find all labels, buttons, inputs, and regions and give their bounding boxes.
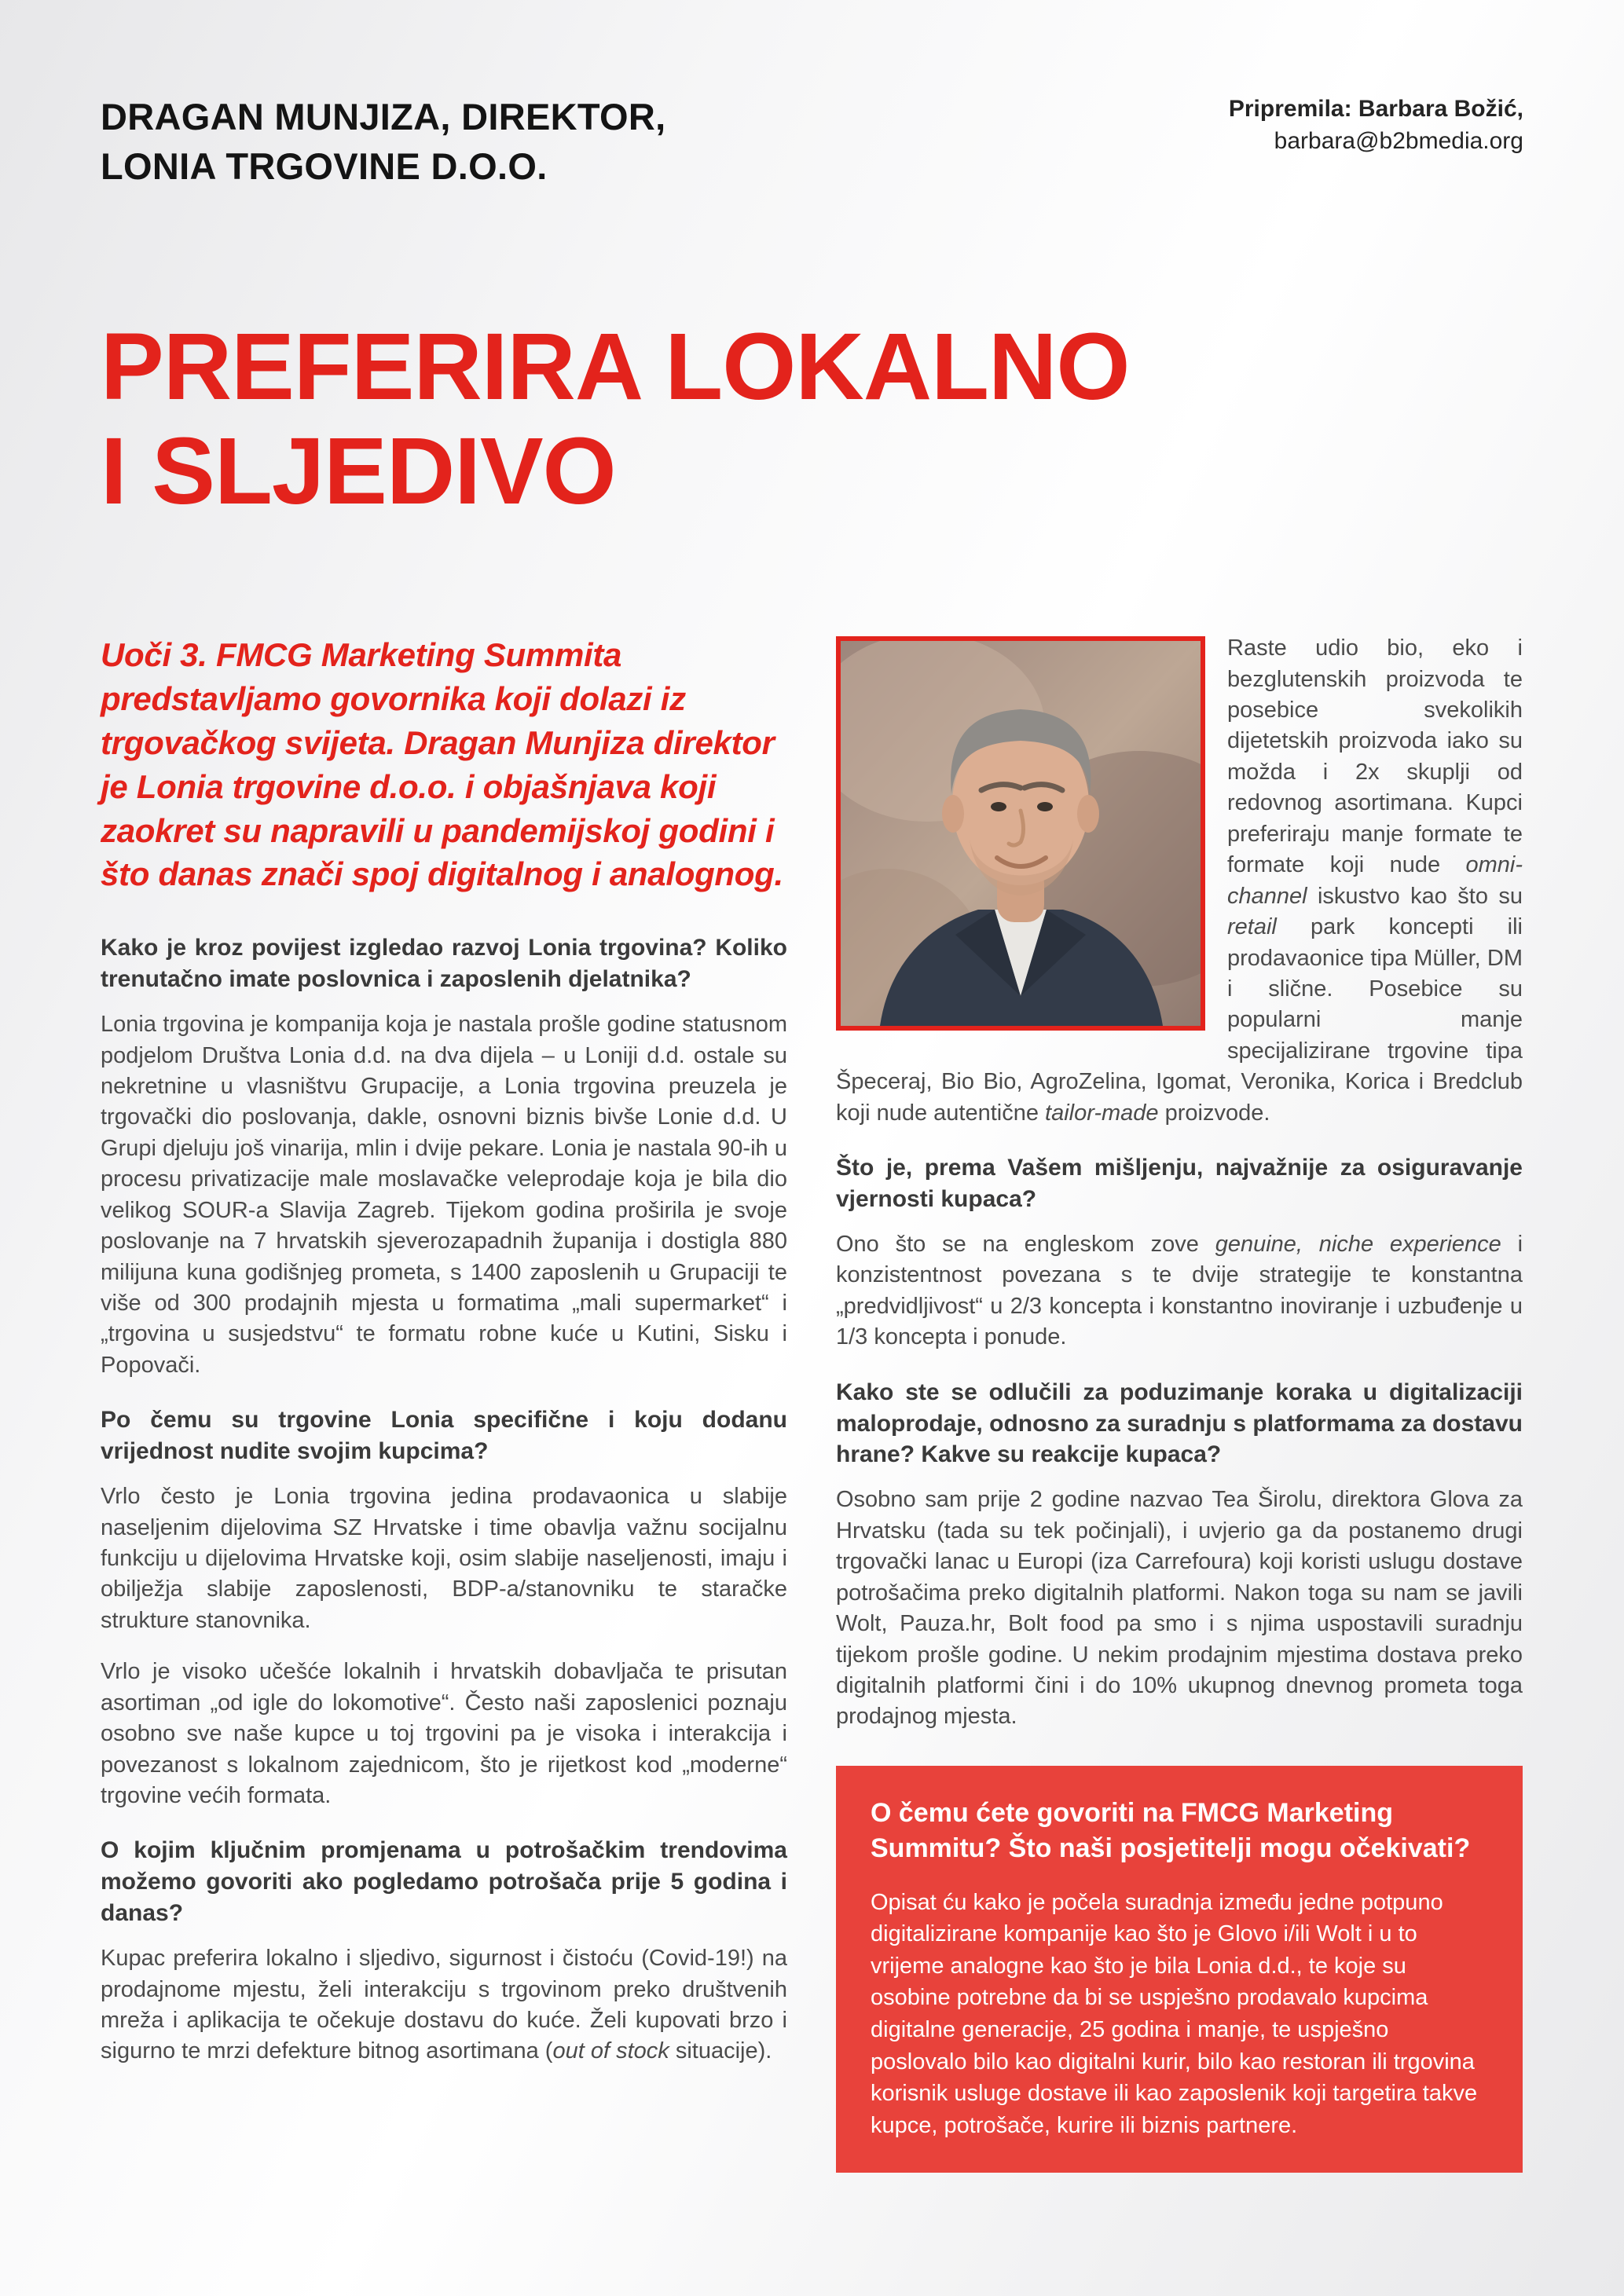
kicker-line-1: DRAGAN MUNJIZA, DIREKTOR, bbox=[101, 96, 666, 137]
page-header bbox=[101, 93, 1523, 192]
answer-history: Lonia trgovina je kompanija koja je nastala prošle godine statusnom podjelom Društva Lonia d.d. na dva dijela – u Loniji d.d. ostale su nekretnine u vlasništvu Grupacije, a Lonia trgovina preuzela je trgovački dio poslovanja, dakle, osnovni biznis bivše Lonie d.d. U Grupi djeluju još vinarija, mlin i dvije pekare. Lonia je nastala 90-ih u procesu privatizacije male moslavačke veleprodaje koja je bila dio velikog SOUR-a Slavija Zagreb. Tijekom godina proširila je svoje poslovanje na 7 hrvatskih sjeverozapadnih županija i dostigla 880 milijuna kuna godišnjeg prometa, s 1400 zaposlenih u Grupaciji te više od 300 prodajnih mjesta u formatima „mali supermarket“ i „trgovina u susjedstvu“ te formatu robne kuće u Kutini, Sisku i Popovači. bbox=[101, 1012, 787, 1378]
question-specifics: Po čemu su trgovine Lonia specifične i koju dodanu vrijednost nudite svojim kupcima? bbox=[101, 1407, 787, 1465]
question-loyalty: Što je, prema Vašem mišljenju, najvažnije za osiguravanje vjernosti kupaca? bbox=[836, 1155, 1523, 1213]
intro-paragraph: Uoči 3. FMCG Marketing Summita predstavljamo govornika koji dolazi iz trgovačkog svijeta. Dragan Munjiza direktor je Lonia trgovine d.o.o. i objašnjava koji zaokret su napravili u pandemijskoj godini i što danas znači spoj digitalnog i analognog. bbox=[101, 636, 783, 893]
article-title-line-1: PREFERIRA LOKALNO bbox=[101, 312, 1130, 419]
answer-trends-text: Kupac preferira lokalno i sljedivo, sigurnost i čistoću (Covid-19!) na prodajnome mjestu, želi interakciju s trgovinom preko društvenih mreža i aplikacija te očekuje dostavu do kuće. Želi kupovati brzo i sigurno te mrzi defekture bitnog asortimana ( bbox=[101, 1946, 787, 2064]
question-digitalization: Kako ste se odlučili za poduzimanje koraka u digitalizaciji maloprodaje, odnosno za suradnju s platformama za dostavu hrane? Kakve su reakcije kupaca? bbox=[836, 1379, 1523, 1468]
kicker-line-2: LONIA TRGOVINE D.O.O. bbox=[101, 145, 548, 187]
answer-loyalty bbox=[836, 1229, 1523, 1353]
p1-italic-tailormade: tailor-made bbox=[1045, 1100, 1159, 1126]
p1-italic-retail: retail bbox=[1227, 914, 1277, 940]
answer-specifics-1: Vrlo često je Lonia trgovina jedina prodavaonica u slabije naseljenim dijelovima SZ Hrvatske i time obavlja važnu socijalnu funkciju u dijelovima Hrvatske koji, osim slabije naseljenosti, imaju i obilježja slabije zaposlenosti, BDP-a/stanovniku te staračke strukture stanovnika. bbox=[101, 1484, 787, 1633]
left-column bbox=[101, 633, 787, 2173]
right-column bbox=[836, 633, 1523, 2173]
byline-author: Pripremila: Barbara Božić, bbox=[1228, 96, 1523, 122]
article-title bbox=[101, 314, 1523, 523]
loyalty-text-2: i konzistentnost povezana s te dvije strategije te konstantna „predvidljivost“ u 2/3 koncepta i konstantno inoviranje i uzbuđenje u 1/3 koncepta i ponude. bbox=[836, 1231, 1523, 1350]
answer-specifics-2: Vrlo je visoko učešće lokalnih i hrvatskih dobavljača te prisutan asortiman „od igle do lokomotive“. Često naši zaposlenici poznaju osobno sve naše kupce u toj trgovini pa je visoka i interakcija i povezanost s lokalnom zajednicom, što je rijetkost kod „moderne“ trgovine većih formata. bbox=[101, 1659, 787, 1809]
p1-text-2: iskustvo kao što su bbox=[1307, 883, 1523, 909]
question-history: Kako je kroz povijest izgledao razvoj Lonia trgovina? Koliko trenutačno imate poslovnica i zaposlenih djelatnika? bbox=[101, 935, 787, 993]
byline-email: barbara@b2bmedia.org bbox=[1274, 128, 1523, 155]
byline bbox=[1229, 93, 1523, 158]
answer-trends-text-end: situacije). bbox=[669, 2038, 772, 2064]
interviewee-photo bbox=[836, 636, 1205, 1031]
answer-trends-italic: out of stock bbox=[552, 2038, 669, 2064]
interviewee-kicker bbox=[101, 93, 665, 192]
summit-highlight-box bbox=[836, 1766, 1523, 2173]
question-trends: O kojim ključnim promjenama u potrošačkim trendovima možemo govoriti ako pogledamo potrošača prije 5 godina i danas? bbox=[101, 1837, 787, 1927]
answer-digitalization: Osobno sam prije 2 godine nazvao Tea Širolu, direktora Glova za Hrvatsku (tada su tek počinjali), i uvjerio ga da postanemo drugi trgovački lanac u Europi (iza Carrefoura) koji koristi uslugu dostave potrošačima preko digitalnih platformi. Nakon toga su nam se javili Wolt, Pauza.hr, Bolt food pa smo i s njima uspostavili suradnju tijekom prošle godine. U nekim prodajnim mjestima dostava preko digitalnih platformi čini i do 10% ukupnog dnevnog prometa toga prodajnog mjesta. bbox=[836, 1487, 1523, 1730]
article-title-line-2: I SLJEDIVO bbox=[101, 417, 616, 525]
loyalty-text-1: Ono što se na engleskom zove bbox=[836, 1231, 1215, 1257]
portrait-illustration bbox=[841, 641, 1201, 1026]
p1-text-1: Raste udio bio, eko i bezglutenskih proizvoda te posebice svekolikih dijetetskih proizvoda iako su možda i 2x skuplji od redovnog asortimana. Kupci preferiraju manje formate te formate koji nude bbox=[1227, 635, 1523, 878]
p1-text-4: proizvode. bbox=[1158, 1100, 1270, 1126]
box-answer: Opisat ću kako je počela suradnja između jedne potpuno digitalizirane kompanije kao što je Glovo i/ili Wolt i u to vrijeme analogne kao što je bila Lonia d.d., te koje su osobine potrebne da bi se uspješno prodavalo kupcima digitalne generacije, 25 godina i manje, te uspješno poslovalo bilo kao digitalni kurir, bilo kao restoran ili trgovina korisnik usluge dostave ili kao zaposlenik koji targetira takve kupce, potrošače, kurire ili biznis partnere. bbox=[871, 1889, 1478, 2138]
p1-italic-omnichannel: omni-channel bbox=[1227, 852, 1523, 909]
article-columns bbox=[101, 633, 1523, 2173]
p1-text-3: park koncepti ili prodavaonice tipa Müller, DM i slične. Posebice su popularni manje specijalizirane trgovine tipa Špeceraj, Bio Bio, AgroZelina, Igomat, Veronika, Korica i Bredclub koji nude autentične bbox=[836, 914, 1523, 1126]
loyalty-italic: genuine, niche experience bbox=[1215, 1231, 1501, 1257]
box-question: O čemu ćete govoriti na FMCG Marketing Summitu? Što naši posjetitelji mogu očekivati? bbox=[871, 1797, 1471, 1863]
answer-trends bbox=[101, 1943, 787, 2067]
